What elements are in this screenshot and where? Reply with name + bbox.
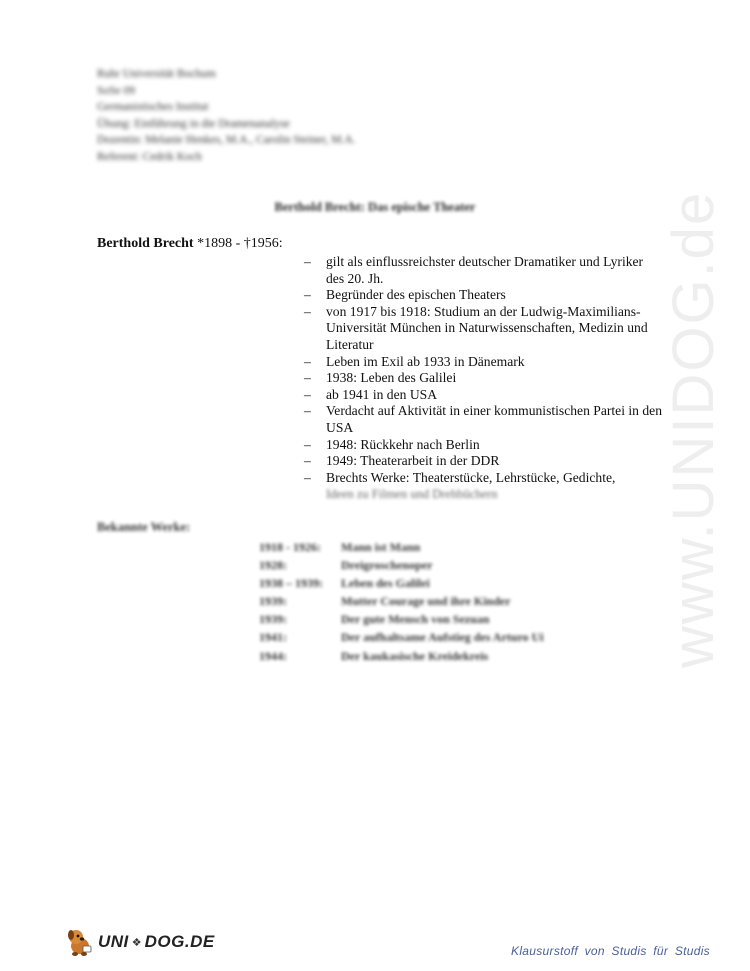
document-title: Berthold Brecht: Das epische Theater [274, 200, 476, 214]
biography-item [304, 370, 664, 387]
biography-item-text: ab 1941 in den USA [326, 386, 438, 402]
work-title: Der gute Mensch von Sezuan [341, 612, 490, 627]
biography-item [304, 453, 664, 470]
watermark-text: www.UNIDOG.de [661, 190, 726, 668]
dash-bullet-icon: – [304, 370, 311, 386]
dash-bullet-icon: – [304, 436, 311, 452]
biography-list [304, 254, 664, 486]
biography-item-text: von 1917 bis 1918: Studium an der Ludwig-Maximilians-Universität München in Naturwissenschaften, Medizin und Literatur [326, 303, 648, 352]
biography-item-text: gilt als einflussreichster deutscher Dramatiker und Lyriker des 20. Jh. [326, 254, 644, 286]
work-title: Leben des Galilei [341, 576, 430, 591]
works-row [259, 592, 544, 610]
work-title: Dreigroschenoper [341, 558, 433, 573]
work-year: 1939: [259, 612, 287, 627]
dash-bullet-icon: – [304, 469, 311, 485]
biography-item-text: Leben im Exil ab 1933 in Dänemark [326, 353, 525, 369]
dash-bullet-icon: – [304, 303, 311, 319]
biography-item [304, 287, 664, 304]
work-title: Der aufhaltsame Aufstieg des Arturo Ui [341, 630, 544, 645]
works-heading: Bekannte Werke: [97, 520, 191, 534]
works-row [259, 538, 544, 556]
author-name: Berthold Brecht [97, 236, 194, 251]
author-line [97, 236, 283, 252]
dash-bullet-icon: – [304, 386, 311, 402]
footer-tagline: Klausurstoff von Studis für Studis [511, 944, 710, 958]
dash-bullet-icon: – [304, 287, 311, 303]
biography-item [304, 304, 664, 354]
works-row [259, 574, 544, 592]
work-title: Mutter Courage und ihre Kinder [341, 594, 511, 609]
biography-item [304, 354, 664, 371]
work-year: 1941: [259, 630, 287, 645]
dash-bullet-icon: – [304, 453, 311, 469]
header-line: Übung: Einführung in die Dramenanalyse [97, 117, 290, 130]
biography-item-text: 1948: Rückkehr nach Berlin [326, 436, 480, 452]
works-row [259, 556, 544, 574]
biography-item [304, 470, 664, 487]
dash-bullet-icon: – [304, 254, 311, 269]
logo-text-right: DOG.DE [144, 932, 215, 951]
header-line: SoSe 09 [97, 84, 136, 97]
logo-text-left: UNI [98, 932, 129, 951]
biography-item [304, 387, 664, 404]
header-line: Referent: Cedrik Koch [97, 150, 202, 163]
header-line: Dozentin: Melanie Henkes, M.A., Carolin Steiner, M.A. [97, 134, 356, 147]
works-row [259, 647, 544, 665]
works-row [259, 628, 544, 646]
document-header [97, 66, 356, 166]
work-year: 1928: [259, 558, 287, 573]
biography-item [304, 254, 664, 287]
biography-continuation: Ideen zu Filmen und Drehbüchern [326, 487, 498, 501]
work-year: 1918 - 1926: [259, 540, 321, 554]
dog-mascot-icon [64, 926, 94, 958]
biography-item-text: 1949: Theaterarbeit in der DDR [326, 453, 500, 469]
biography-item-text: 1938: Leben des Galilei [326, 370, 457, 386]
dash-bullet-icon: – [304, 403, 311, 419]
work-year: 1939: [259, 594, 287, 609]
work-title: Der kaukasische Kreidekreis [341, 648, 489, 663]
works-row [259, 610, 544, 628]
author-dates: *1898 - †1956: [193, 236, 283, 251]
biography-item [304, 403, 664, 436]
dash-bullet-icon: – [304, 353, 311, 369]
work-year: 1938 – 1939: [259, 576, 323, 591]
unidog-logo [64, 926, 215, 958]
work-title: Mann ist Mann [341, 540, 421, 554]
biography-item [304, 437, 664, 454]
biography-item-text: Verdacht auf Aktivität in einer kommunistischen Partei in den USA [326, 403, 662, 435]
paw-icon: ❖ [131, 936, 142, 949]
work-year: 1944: [259, 648, 287, 663]
header-line: Germanistisches Institut [97, 101, 209, 114]
biography-item-text: Brechts Werke: Theaterstücke, Lehrstücke, Gedichte, [326, 469, 616, 485]
biography-item-text: Begründer des epischen Theaters [326, 287, 506, 303]
works-table [259, 538, 544, 665]
header-line: Ruhr Universität Bochum [97, 68, 216, 80]
